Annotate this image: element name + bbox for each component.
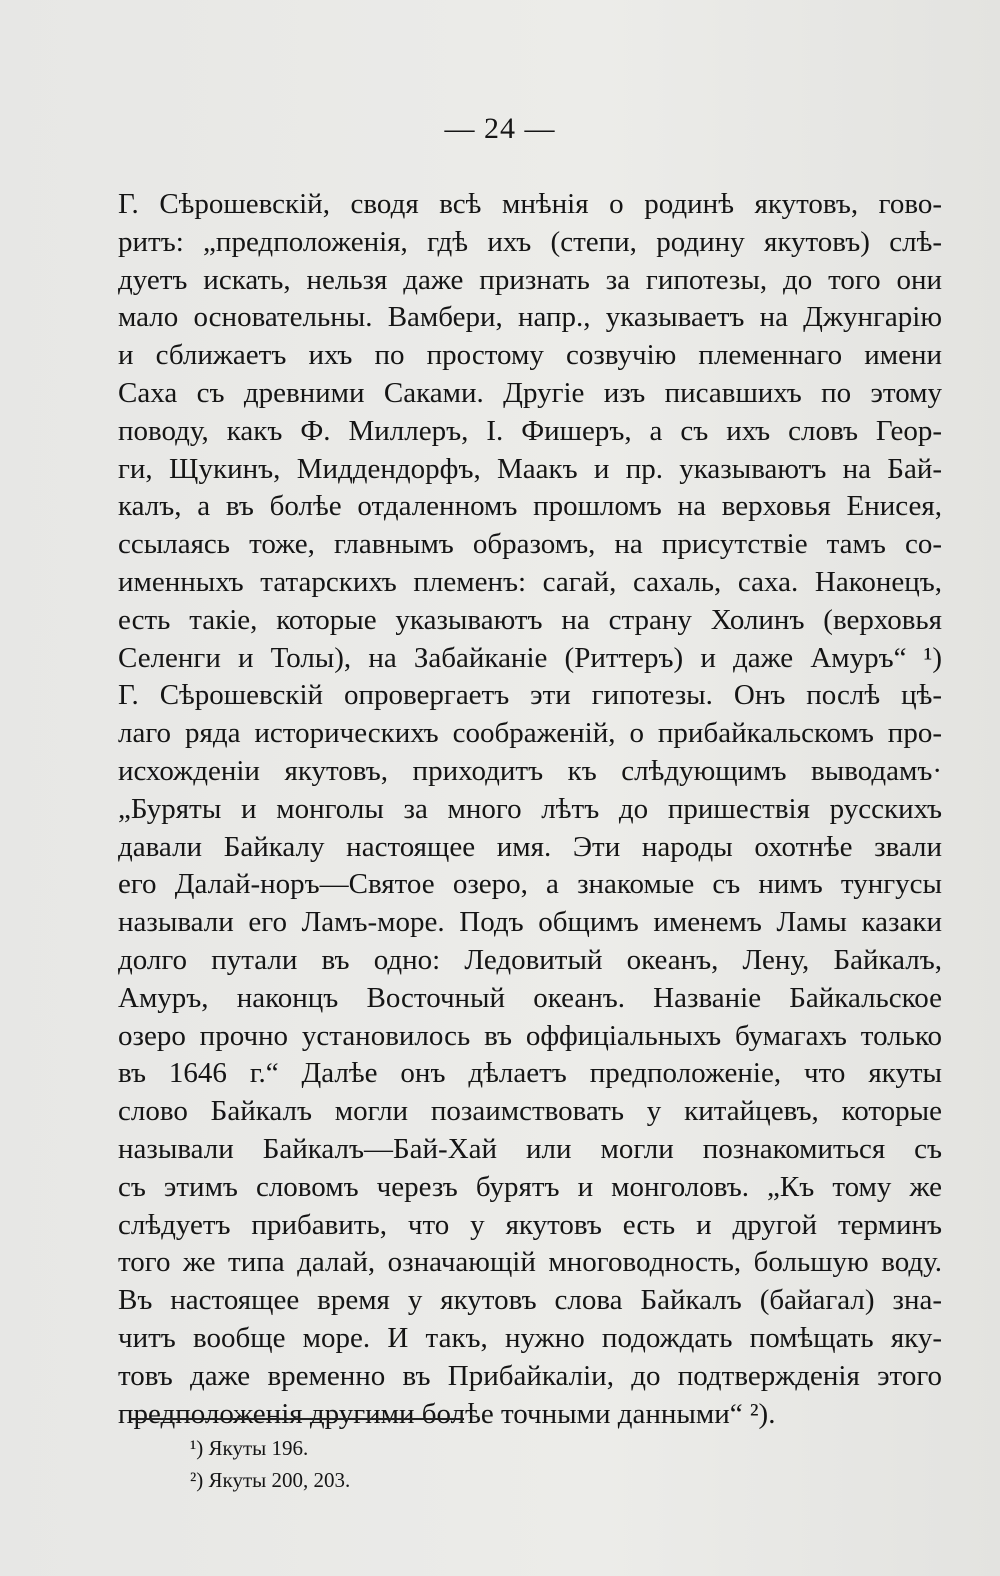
text-line: Г. Сѣрошевскій опровергаетъ эти гипотезы. Онъ послѣ цѣ-: [118, 679, 942, 712]
text-line: лаго ряда историческихъ соображеній, о прибайкальскомъ про-: [118, 717, 942, 750]
text-line: Саха съ древними Саками. Другіе изъ писавшихъ по этому: [118, 376, 942, 409]
footnotes: [190, 1432, 350, 1496]
text-line: есть такіе, которые указываютъ на страну Холинъ (верховья: [118, 603, 942, 636]
footnote-text: Якуты 200, 203.: [208, 1468, 351, 1492]
text-line: читъ вообще море. И такъ, нужно подождать помѣщать яку-: [118, 1321, 942, 1354]
footnote-divider: [130, 1418, 464, 1420]
text-line: ссылаясь тоже, главнымъ образомъ, на присутствіе тамъ со-: [118, 528, 942, 561]
footnote: [190, 1464, 350, 1496]
text-line: Въ настоящее время у якутовъ слова Байкалъ (байагал) зна-: [118, 1284, 942, 1317]
page-number: — 24 —: [444, 112, 556, 145]
text-line: называли Байкалъ—Бай-Хай или могли познакомиться съ: [118, 1132, 942, 1165]
text-line: Амуръ, наконцъ Восточный океанъ. Названіе Байкальское: [118, 981, 942, 1014]
text-line: слово Байкалъ могли позаимствовать у китайцевъ, которые: [118, 1095, 942, 1128]
text-line: предположенія другими болѣе точными данными“ ²).: [118, 1397, 776, 1430]
text-line: съ этимъ словомъ черезъ бурятъ и монголовъ. „Къ тому же: [118, 1170, 942, 1203]
footnote-mark: ²): [190, 1468, 204, 1492]
text-line: Селенги и Толы), на Забайканіе (Риттеръ) и даже Амуръ“ ¹): [118, 641, 942, 674]
text-line: Г. Сѣрошевскій, сводя всѣ мнѣнія о родинѣ якутовъ, гово-: [118, 188, 942, 220]
text-line: товъ даже временно въ Прибайкаліи, до подтвержденія этого: [118, 1359, 942, 1392]
text-line: называли его Ламъ-море. Подъ общимъ именемъ Ламы казаки: [118, 906, 942, 939]
text-line: „Буряты и монголы за много лѣтъ до пришествія русскихъ: [118, 792, 942, 825]
text-line: давали Байкалу настоящее имя. Эти народы охотнѣе звали: [118, 830, 942, 863]
text-line: долго путали въ одно: Ледовитый океанъ, Лену, Байкалъ,: [118, 943, 942, 976]
text-line: и сближаетъ ихъ по простому созвучію племеннаго имени: [118, 339, 942, 372]
footnote-text: Якуты 196.: [208, 1436, 309, 1460]
text-line: ги, Щукинъ, Миддендорфъ, Маакъ и пр. указываютъ на Бай-: [118, 452, 942, 485]
text-line: калъ, а въ болѣе отдаленномъ прошломъ на верховья Енисея,: [118, 490, 942, 523]
text-line: поводу, какъ Ф. Миллеръ, І. Фишеръ, а съ ихъ словъ Геор-: [118, 414, 942, 447]
text-line: исхожденіи якутовъ, приходитъ къ слѣдующимъ выводамъ·: [118, 754, 942, 787]
footnote-mark: ¹): [190, 1436, 204, 1460]
text-line: въ 1646 г.“ Далѣе онъ дѣлаетъ предположеніе, что якуты: [118, 1057, 942, 1090]
body-text: [118, 186, 942, 1433]
footnote: [190, 1432, 350, 1464]
text-line: именныхъ татарскихъ племенъ: сагай, сахаль, саха. Наконецъ,: [118, 565, 942, 598]
text-line: ритъ: „предположенія, гдѣ ихъ (степи, родину якутовъ) слѣ-: [118, 225, 942, 258]
text-line: мало основательны. Вамбери, напр., указываетъ на Джунгарію: [118, 301, 942, 334]
text-line: того же типа далай, означающій многоводность, большую воду.: [118, 1246, 942, 1279]
text-line: его Далай-норъ—Святое озеро, а знакомые съ нимъ тунгусы: [118, 868, 942, 901]
text-line: дуетъ искать, нельзя даже признать за гипотезы, до того они: [118, 263, 942, 296]
text-line: озеро прочно установилось въ оффиціальныхъ бумагахъ только: [118, 1019, 942, 1052]
text-line: слѣдуетъ прибавить, что у якутовъ есть и другой терминъ: [118, 1208, 942, 1241]
